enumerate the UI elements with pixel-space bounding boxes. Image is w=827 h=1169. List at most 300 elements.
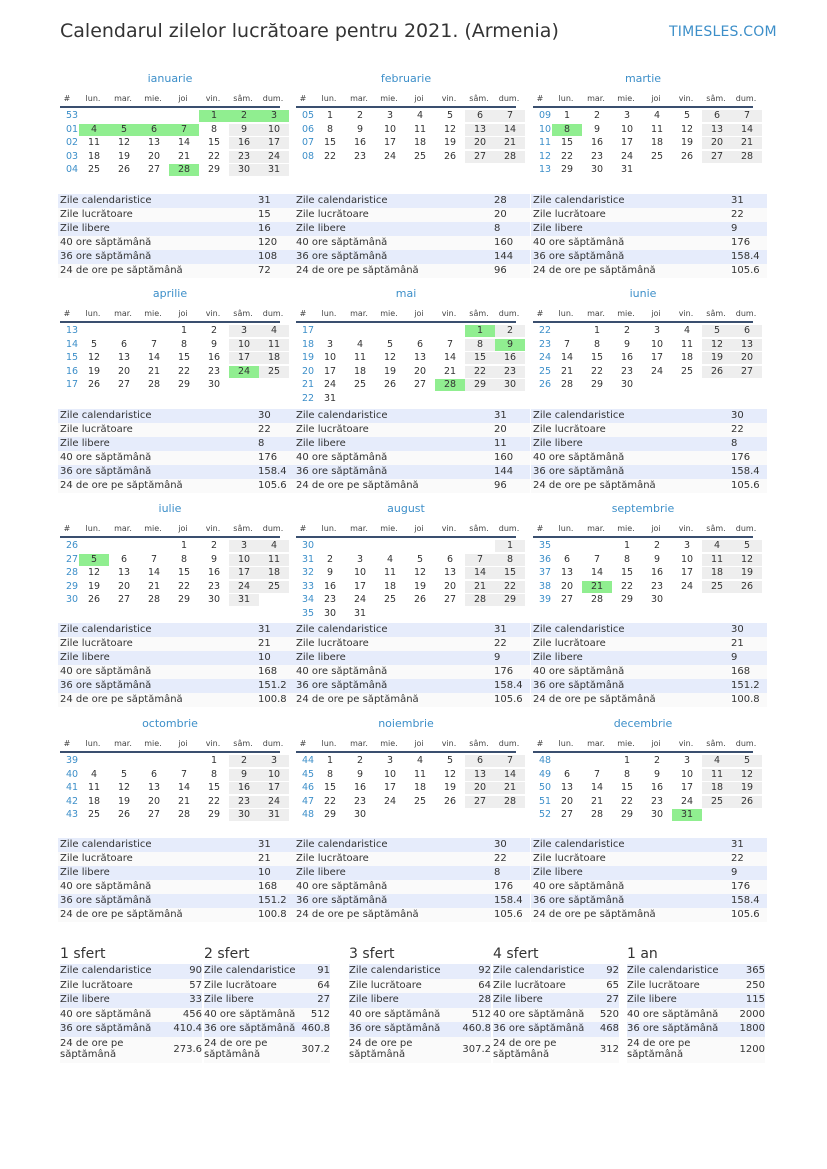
quarter-stat-row (204, 1022, 330, 1037)
day-cell: 21 (147, 365, 161, 377)
week-row (296, 351, 516, 364)
stat-value: 168 (731, 666, 751, 677)
stat-row (58, 651, 294, 665)
day-cell: 22 (560, 150, 574, 162)
weekday-label: dum. (735, 739, 757, 748)
stat-value: 176 (731, 452, 751, 463)
day-cell: 13 (465, 769, 495, 781)
stat-value: 20 (494, 424, 507, 435)
holiday-day: 3 (259, 110, 289, 122)
quarter-block (349, 945, 491, 1063)
weekday-label: dum. (498, 94, 520, 103)
day-cell: 25 (650, 150, 664, 162)
stat-label: 40 ore săptămână (296, 237, 388, 248)
day-cell: 12 (87, 352, 101, 363)
week-row (296, 539, 516, 552)
day-cell: 17 (259, 137, 289, 149)
day-cell: 26 (702, 366, 732, 378)
stat-label: 24 de ore pe săptămână (60, 694, 183, 705)
stat-value: 8 (494, 223, 501, 234)
holiday-day: 5 (109, 124, 139, 136)
day-cell: 8 (495, 554, 525, 566)
day-cell: 14 (495, 124, 525, 136)
weekday-label: mie. (144, 309, 162, 318)
stat-label: 24 de ore pe săptămână (204, 1037, 268, 1060)
day-cell: 24 (323, 379, 337, 390)
stat-row (531, 838, 767, 852)
week-row (533, 795, 753, 808)
quarter-stat-row (493, 1022, 619, 1037)
day-cell: 4 (90, 768, 98, 780)
week-number: 28 (66, 567, 79, 578)
day-cell: 20 (117, 580, 131, 592)
week-number: 01 (66, 123, 79, 135)
day-cell: 30 (650, 594, 664, 605)
weekday-header (533, 738, 757, 753)
day-cell: 12 (702, 339, 732, 351)
day-cell: 28 (495, 151, 525, 163)
week-number: 17 (302, 325, 315, 336)
day-cell: 20 (560, 580, 574, 592)
day-cell: 28 (590, 594, 604, 605)
day-cell: 6 (446, 553, 454, 565)
week-number-header: # (63, 524, 71, 533)
stat-label: 24 de ore pe săptămână (60, 480, 183, 491)
weekday-header (60, 93, 284, 108)
quarter-stat-row (627, 993, 765, 1008)
week-row (296, 566, 516, 579)
stat-row (294, 423, 530, 437)
day-cell: 17 (620, 137, 634, 148)
day-cell: 5 (416, 553, 424, 565)
day-cell: 21 (147, 580, 161, 592)
day-cell: 23 (353, 150, 367, 162)
stat-value: 31 (494, 410, 507, 421)
weekday-label: joi (651, 94, 661, 103)
stat-label: 36 ore săptămână (296, 680, 388, 691)
day-cell: 15 (620, 567, 634, 578)
weekday-label: dum. (498, 309, 520, 318)
week-row (60, 539, 280, 552)
stat-value: 512 (471, 1008, 491, 1020)
day-cell: 1 (593, 325, 601, 336)
quarter-stat-row (60, 964, 202, 979)
day-cell: 13 (117, 567, 131, 578)
day-cell: 7 (465, 554, 495, 566)
quarter-title: 1 an (627, 946, 658, 962)
day-cell: 10 (259, 769, 289, 781)
day-cell: 6 (702, 110, 732, 122)
day-cell: 20 (702, 137, 732, 149)
stat-value: 151.2 (258, 680, 287, 691)
day-cell: 14 (590, 782, 604, 793)
stat-value: 158.4 (731, 466, 760, 477)
day-cell: 14 (495, 769, 525, 781)
week-number: 48 (302, 809, 315, 820)
day-cell: 22 (177, 365, 191, 377)
day-cell: 27 (465, 151, 495, 163)
day-cell: 13 (732, 339, 762, 351)
stat-row (294, 637, 530, 651)
day-cell: 25 (383, 594, 397, 605)
stat-row (531, 264, 767, 278)
weekday-label: lun. (321, 309, 337, 318)
stat-value: 1800 (739, 1023, 765, 1034)
day-cell: 29 (620, 809, 634, 820)
day-cell: 27 (413, 379, 427, 390)
day-cell: 11 (353, 352, 367, 363)
quarter-block (60, 945, 202, 1063)
week-row (60, 351, 280, 364)
week-row (60, 781, 280, 794)
week-row (296, 392, 516, 405)
quarter-title: 3 sfert (349, 946, 395, 962)
stat-value: 168 (258, 666, 278, 677)
day-cell: 19 (383, 365, 397, 377)
day-cell: 18 (353, 365, 367, 377)
stat-row (58, 908, 294, 922)
week-row (60, 754, 280, 767)
week-row (296, 781, 516, 794)
day-cell: 22 (620, 580, 634, 592)
quarter-stat-row (493, 964, 619, 979)
stat-value: 144 (494, 466, 514, 477)
week-number: 02 (66, 137, 79, 148)
day-cell: 9 (653, 553, 661, 565)
weekday-label: mie. (380, 739, 398, 748)
month-title: iulie (158, 502, 182, 515)
weekday-label: mar. (350, 94, 368, 103)
stat-value: 176 (258, 452, 278, 463)
week-number: 51 (539, 795, 552, 807)
day-cell: 26 (383, 379, 397, 390)
quarter-stat-row (627, 1008, 765, 1023)
stat-label: Zile lucrătoare (533, 853, 606, 864)
quarter-stat-row (204, 993, 330, 1008)
stat-label: 40 ore săptămână (60, 237, 152, 248)
week-row (60, 566, 280, 579)
stat-label: 24 de ore pe săptămână (296, 909, 419, 920)
stat-label: Zile calendaristice (60, 965, 152, 976)
day-cell: 2 (653, 755, 661, 766)
stat-value: 22 (731, 424, 744, 435)
stat-label: 36 ore săptămână (533, 251, 625, 262)
stat-value: 64 (317, 979, 330, 991)
holiday-day: 1 (465, 325, 495, 337)
stat-row (294, 451, 530, 465)
quarter-stat-row (349, 993, 491, 1008)
day-cell: 8 (326, 768, 334, 780)
day-cell: 16 (207, 567, 221, 578)
weekday-label: mie. (617, 739, 635, 748)
quarter-block (493, 945, 619, 1063)
week-row (533, 553, 753, 566)
week-row (60, 593, 280, 606)
day-cell: 29 (590, 379, 604, 390)
day-cell: 5 (702, 325, 732, 337)
month-title: decembrie (613, 717, 673, 730)
day-cell: 9 (229, 769, 259, 781)
day-cell: 19 (732, 567, 762, 579)
stat-label: 40 ore săptămână (533, 237, 625, 248)
stat-value: 10 (258, 652, 271, 663)
day-cell: 21 (590, 795, 604, 807)
day-cell: 5 (90, 338, 98, 350)
stat-value: 100.8 (258, 694, 287, 705)
stat-value: 456 (182, 1008, 202, 1020)
holiday-day: 1 (199, 110, 229, 122)
day-cell: 10 (680, 553, 694, 565)
day-cell: 5 (120, 768, 128, 780)
day-cell: 21 (560, 365, 574, 377)
day-cell: 10 (650, 338, 664, 350)
day-cell: 13 (117, 352, 131, 363)
day-cell: 19 (117, 150, 131, 162)
stat-label: 24 de ore pe săptămână (533, 909, 656, 920)
day-cell: 7 (180, 768, 188, 780)
weekday-label: lun. (85, 524, 101, 533)
day-cell: 18 (680, 352, 694, 363)
stat-row (531, 866, 767, 880)
day-cell: 21 (495, 782, 525, 794)
week-number: 12 (539, 150, 552, 162)
holiday-day: 21 (582, 581, 612, 593)
day-cell: 21 (732, 137, 762, 149)
week-number: 25 (539, 365, 552, 377)
day-cell: 28 (147, 594, 161, 605)
week-row (60, 378, 280, 391)
stat-value: 16 (258, 223, 271, 234)
week-number: 39 (539, 594, 552, 605)
week-row (296, 553, 516, 566)
day-cell: 6 (563, 768, 571, 780)
weekday-label: mar. (587, 94, 605, 103)
day-cell: 14 (147, 567, 161, 578)
stat-label: 36 ore săptămână (60, 680, 152, 691)
brand-link[interactable]: TIMESLES.COM (669, 24, 777, 40)
week-row (296, 338, 516, 351)
day-cell: 27 (147, 809, 161, 820)
day-cell: 24 (620, 150, 634, 162)
day-cell: 26 (732, 581, 762, 593)
day-cell: 13 (413, 352, 427, 363)
stat-row (58, 838, 294, 852)
day-cell: 22 (590, 365, 604, 377)
week-number: 03 (66, 150, 79, 162)
day-cell: 22 (323, 150, 337, 162)
day-cell: 16 (495, 352, 525, 364)
week-row (533, 593, 753, 606)
stat-value: 176 (494, 881, 514, 892)
day-cell: 24 (259, 796, 289, 808)
weekday-label: dum. (498, 524, 520, 533)
stat-value: 151.2 (731, 680, 760, 691)
month-title: august (387, 502, 425, 515)
stat-row (58, 479, 294, 493)
day-cell: 30 (650, 809, 664, 820)
month-stats (294, 409, 530, 493)
stat-row (294, 409, 530, 423)
stat-label: 40 ore săptămână (60, 1008, 152, 1020)
day-cell: 25 (87, 809, 101, 820)
day-cell: 24 (680, 580, 694, 592)
day-cell: 14 (177, 782, 191, 793)
day-cell: 17 (229, 352, 259, 364)
day-cell: 6 (563, 553, 571, 565)
day-cell: 4 (259, 325, 289, 337)
day-cell: 25 (87, 164, 101, 175)
stat-label: 36 ore săptămână (493, 1023, 585, 1034)
stat-value: 91 (317, 965, 330, 976)
stat-value: 100.8 (258, 909, 287, 920)
stat-row (58, 623, 294, 637)
day-cell: 11 (87, 137, 101, 148)
weekday-label: sâm. (706, 524, 726, 533)
weekday-header (60, 308, 284, 323)
quarter-stat-row (493, 1008, 619, 1023)
weekday-label: mar. (114, 94, 132, 103)
day-cell: 8 (180, 338, 188, 350)
stat-value: 20 (494, 209, 507, 220)
day-cell: 26 (732, 796, 762, 808)
month-title: februarie (380, 72, 432, 85)
week-row (60, 163, 280, 176)
day-cell: 5 (446, 110, 454, 121)
week-row (296, 795, 516, 808)
week-row (60, 324, 280, 337)
stat-row (294, 623, 530, 637)
stat-label: Zile lucrătoare (296, 424, 369, 435)
day-cell: 14 (732, 124, 762, 136)
stat-label: Zile libere (296, 652, 346, 663)
day-cell: 28 (177, 809, 191, 820)
day-cell: 20 (147, 795, 161, 807)
stat-label: Zile libere (627, 994, 677, 1005)
stat-row (531, 880, 767, 894)
week-number: 11 (539, 137, 552, 148)
day-cell: 8 (180, 553, 188, 565)
weekday-label: lun. (85, 739, 101, 748)
stat-value: 22 (494, 638, 507, 649)
stat-value: 105.6 (494, 909, 523, 920)
stat-label: 40 ore săptămână (296, 881, 388, 892)
day-cell: 5 (446, 755, 454, 766)
day-cell: 23 (590, 150, 604, 162)
stat-label: 24 de ore pe săptămână (533, 480, 656, 491)
stat-label: Zile calendaristice (60, 195, 152, 206)
stat-value: 120 (258, 237, 278, 248)
day-cell: 17 (650, 352, 664, 363)
day-cell: 3 (683, 755, 691, 766)
stat-label: Zile libere (60, 223, 110, 234)
day-cell: 8 (326, 123, 334, 135)
stat-label: 40 ore săptămână (60, 666, 152, 677)
weekday-header (60, 523, 284, 538)
day-cell: 28 (147, 379, 161, 390)
day-cell: 16 (353, 782, 367, 793)
stat-value: 307.2 (301, 1043, 330, 1055)
day-cell: 27 (465, 796, 495, 808)
week-row (533, 109, 753, 122)
day-cell: 3 (653, 325, 661, 336)
day-cell: 15 (495, 567, 525, 579)
stat-value: 2000 (739, 1008, 765, 1020)
stat-label: Zile calendaristice (493, 965, 585, 976)
weekday-header (533, 93, 757, 108)
month-stats (294, 194, 530, 278)
day-cell: 22 (495, 581, 525, 593)
weekday-label: vin. (441, 739, 457, 748)
day-cell: 12 (443, 123, 457, 135)
stat-value: 15 (258, 209, 271, 220)
stat-value: 65 (606, 979, 619, 991)
day-cell: 23 (207, 365, 221, 377)
day-cell: 26 (680, 150, 694, 162)
weekday-label: sâm. (706, 739, 726, 748)
weekday-label: lun. (85, 309, 101, 318)
day-cell: 3 (683, 540, 691, 551)
month-title: ianuarie (147, 72, 193, 85)
week-number: 05 (302, 110, 315, 121)
day-cell: 2 (326, 553, 334, 565)
weekday-label: joi (178, 309, 188, 318)
week-number: 07 (302, 137, 315, 148)
week-row (533, 754, 753, 767)
weekday-label: vin. (678, 739, 694, 748)
weekday-label: mie. (144, 94, 162, 103)
week-row (533, 365, 753, 378)
day-cell: 12 (117, 782, 131, 793)
day-cell: 6 (732, 325, 762, 337)
weekday-header (533, 523, 757, 538)
week-row (296, 607, 516, 620)
week-number-header: # (299, 309, 307, 318)
day-cell: 10 (353, 567, 367, 578)
stat-label: Zile lucrătoare (533, 209, 606, 220)
stat-label: Zile lucrătoare (60, 209, 133, 220)
stat-value: 72 (258, 265, 271, 276)
stat-row (294, 852, 530, 866)
stat-value: 30 (494, 839, 507, 850)
stat-row (531, 637, 767, 651)
weekday-label: mie. (617, 309, 635, 318)
week-row (60, 109, 280, 122)
stat-value: 168 (258, 881, 278, 892)
stat-row (294, 880, 530, 894)
week-number-header: # (63, 94, 71, 103)
week-number-header: # (299, 739, 307, 748)
day-cell: 3 (386, 755, 394, 766)
stat-label: 24 de ore pe săptămână (533, 265, 656, 276)
weekday-label: lun. (558, 309, 574, 318)
day-cell: 25 (259, 581, 289, 593)
day-cell: 4 (386, 553, 394, 565)
day-cell: 26 (87, 379, 101, 390)
day-cell: 27 (560, 809, 574, 820)
day-cell: 20 (117, 365, 131, 377)
day-cell: 9 (210, 553, 218, 565)
day-cell: 29 (207, 164, 221, 175)
day-cell: 25 (680, 365, 694, 377)
day-cell: 4 (416, 755, 424, 766)
day-cell: 11 (259, 554, 289, 566)
stat-label: 24 de ore pe săptămână (296, 265, 419, 276)
day-cell: 23 (353, 795, 367, 807)
month-stats (294, 623, 530, 707)
day-cell: 15 (207, 137, 221, 148)
quarter-stat-row (349, 1022, 491, 1037)
day-cell: 1 (623, 755, 631, 766)
